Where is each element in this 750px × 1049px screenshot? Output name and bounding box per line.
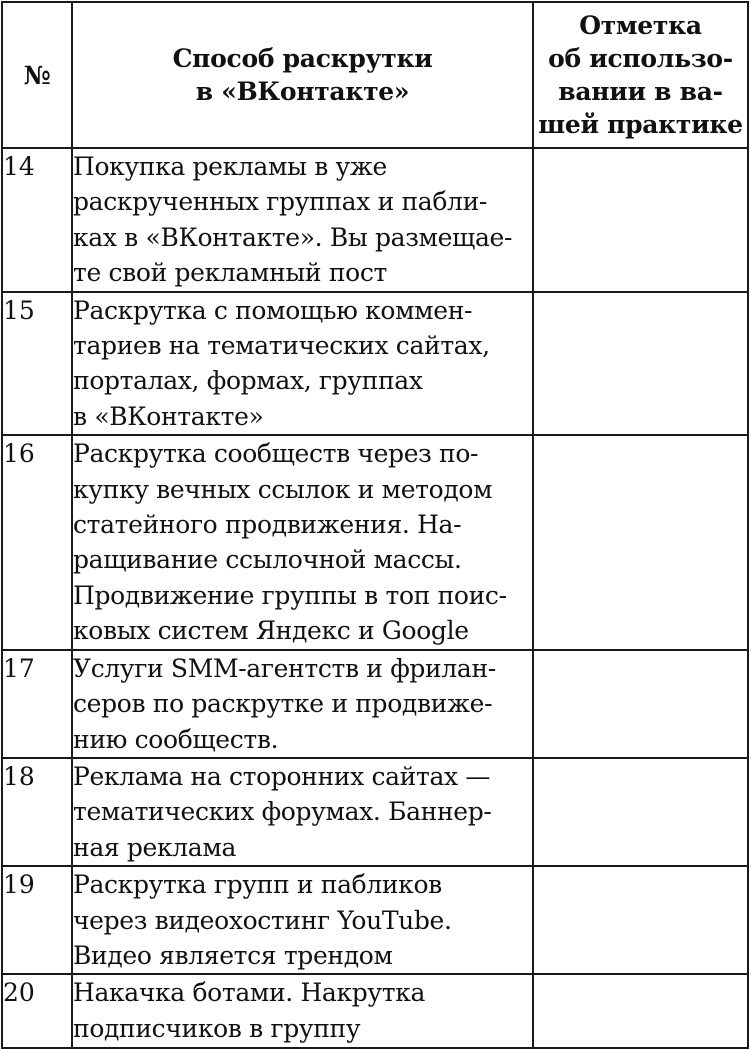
row-method: Покупка рекламы в уже раскрученных группах и пабли- ках в «ВКонтакте». Вы размещае- те свой рекламный пост bbox=[72, 148, 533, 292]
row-number: 17 bbox=[2, 650, 72, 758]
row-number: 15 bbox=[2, 292, 72, 436]
table-row bbox=[2, 974, 748, 1048]
row-method: Реклама на сторонних сайтах — тематических форумах. Баннер- ная реклама bbox=[72, 758, 533, 866]
table-row bbox=[2, 148, 748, 292]
row-method: Раскрутка с помощью коммен- тариев на тематических сайтах, порталах, формах, группах в «ВКонтакте» bbox=[72, 292, 533, 436]
table-header-row bbox=[2, 2, 748, 148]
table-row bbox=[2, 292, 748, 436]
row-method: Накачка ботами. Накрутка подписчиков в группу bbox=[72, 974, 533, 1048]
row-method: Раскрутка сообществ через по- купку вечных ссылок и методом статейного продвижения. На- ращивание ссылочной массы. Продвижение группы в топ поис- ковых систем Яндекс и Google bbox=[72, 435, 533, 649]
row-method: Раскрутка групп и пабликов через видеохостинг YouTube. Видео является трендом bbox=[72, 866, 533, 974]
header-usage-mark: Отметка об использо- вании в ва- шей практике bbox=[533, 2, 748, 148]
header-number: № bbox=[2, 2, 72, 148]
row-usage-mark-cell bbox=[533, 758, 748, 866]
row-usage-mark-cell bbox=[533, 866, 748, 974]
row-usage-mark-cell bbox=[533, 974, 748, 1048]
row-usage-mark-cell bbox=[533, 148, 748, 292]
table-row bbox=[2, 758, 748, 866]
row-usage-mark-cell bbox=[533, 292, 748, 436]
header-method: Способ раскрутки в «ВКонтакте» bbox=[72, 2, 533, 148]
row-number: 14 bbox=[2, 148, 72, 292]
promotion-methods-table bbox=[1, 1, 749, 1049]
row-number: 16 bbox=[2, 435, 72, 649]
table-row bbox=[2, 866, 748, 974]
row-number: 20 bbox=[2, 974, 72, 1048]
row-usage-mark-cell bbox=[533, 435, 748, 649]
row-method: Услуги SMM-агентств и фрилан- серов по раскрутке и продвиже- нию сообществ. bbox=[72, 650, 533, 758]
table-row bbox=[2, 650, 748, 758]
table-row bbox=[2, 435, 748, 649]
row-number: 18 bbox=[2, 758, 72, 866]
row-usage-mark-cell bbox=[533, 650, 748, 758]
row-number: 19 bbox=[2, 866, 72, 974]
